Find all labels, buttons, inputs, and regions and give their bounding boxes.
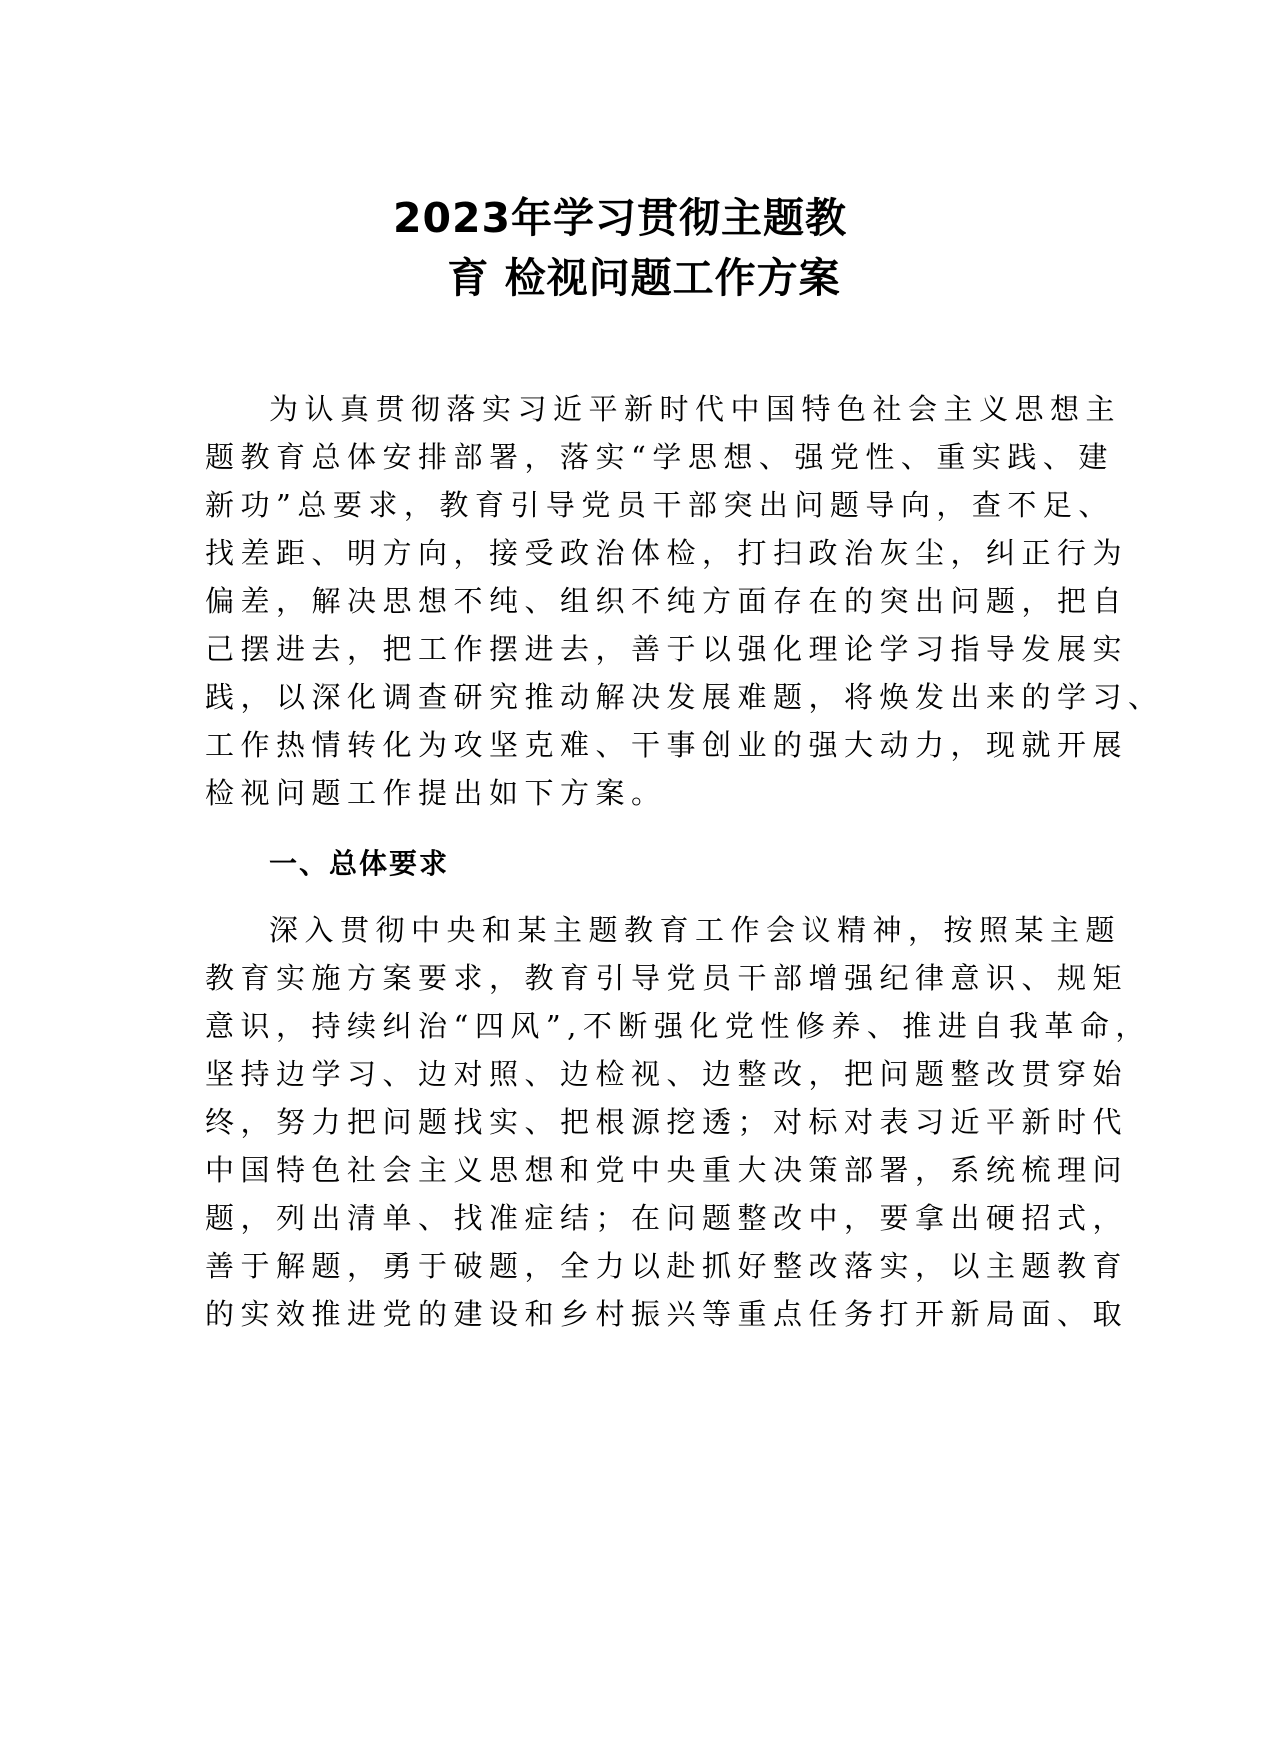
paragraph-line: 善于解题，勇于破题，全力以赴抓好整改落实，以主题教育 <box>205 1249 1129 1283</box>
section-heading-overall-requirements: 一、总体要求 <box>269 847 450 880</box>
section-1-paragraph <box>205 906 1151 1338</box>
paragraph-line: 题教育总体安排部署，落实“学思想、强党性、重实践、建 <box>205 440 1114 474</box>
paragraph-line: 新功”总要求，教育引导党员干部突出问题导向，查不足、 <box>205 488 1114 522</box>
paragraph-line: 己摆进去，把工作摆进去，善于以强化理论学习指导发展实 <box>205 632 1129 666</box>
paragraph-line: 终，努力把问题找实、把根源挖透；对标对表习近平新时代 <box>205 1105 1129 1139</box>
paragraph-line: 践，以深化调查研究推动解决发展难题，将焕发出来的学习、 <box>205 680 1164 714</box>
paragraph-line: 偏差，解决思想不纯、组织不纯方面存在的突出问题，把自 <box>205 584 1129 618</box>
paragraph-line: 为认真贯彻落实习近平新时代中国特色社会主义思想主 <box>269 392 1122 426</box>
paragraph-line: 坚持边学习、边对照、边检视、边整改，把问题整改贯穿始 <box>205 1057 1129 1091</box>
paragraph-line: 深入贯彻中央和某主题教育工作会议精神，按照某主题 <box>269 913 1122 947</box>
paragraph-line: 工作热情转化为攻坚克难、干事创业的强大动力，现就开展 <box>205 728 1129 762</box>
paragraph-line: 教育实施方案要求，教育引导党员干部增强纪律意识、规矩 <box>205 961 1129 995</box>
paragraph-line: 找差距、明方向，接受政治体检，打扫政治灰尘，纠正行为 <box>205 536 1129 570</box>
paragraph-line: 中国特色社会主义思想和党中央重大决策部署，系统梳理问 <box>205 1153 1129 1187</box>
paragraph-line: 检视问题工作提出如下方案。 <box>205 776 667 810</box>
paragraph-line: 意识，持续纠治“四风”,不断强化党性修养、推进自我革命， <box>205 1009 1151 1043</box>
paragraph-line: 题，列出清单、找准症结；在问题整改中，要拿出硬招式， <box>205 1201 1129 1235</box>
paragraph-line: 的实效推进党的建设和乡村振兴等重点任务打开新局面、取 <box>205 1297 1129 1331</box>
intro-paragraph <box>205 385 1164 817</box>
document-title-line-1: 2023年学习贯彻主题教 <box>392 194 848 242</box>
document-title-line-2: 育 检视问题工作方案 <box>447 254 841 302</box>
